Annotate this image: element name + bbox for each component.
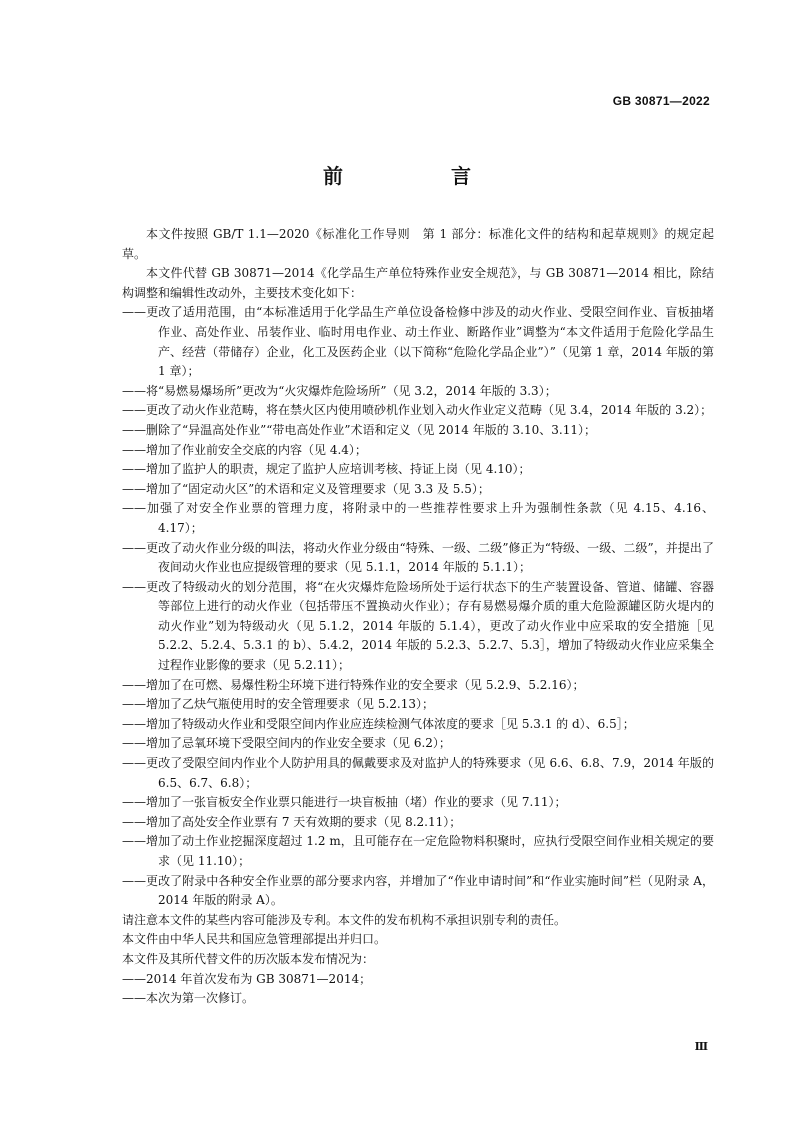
list-item: ——增加了高处安全作业票有 7 天有效期的要求（见 8.2.11）； [122, 814, 462, 829]
list-item: ——增加了“固定动火区”的术语和定义及管理要求（见 3.3 及 5.5）； [122, 481, 490, 496]
history-list [122, 970, 714, 1009]
list-item: ——将“易燃易爆场所”更改为“火灾爆炸危险场所”（见 3.2，2014 年版的 3.3）； [122, 383, 557, 398]
list-item: ——更改了动火作业分级的叫法，将动火作业分级由“特殊、一级、二级”修正为“特级、一级、二级”，并提出了夜间动火作业也应提级管理的要求（见 5.1.1，2014 年版的 5.1.1）； [122, 540, 714, 575]
proposer-paragraph: 本文件由中华人民共和国应急管理部提出并归口。 [122, 932, 387, 947]
list-item: ——更改了特级动火的划分范围，将“在火灾爆炸危险场所处于运行状态下的生产装置设备、管道、储罐、容器等部位上进行的动火作业（包括带压不置换动火作业）；存有易燃易爆介质的重大危险源罐区防火堤内的动火作业”划为特级动火（见 5.1.2，2014 年版的 5.1.4），更改了动火作业中应采取的安全措施［见 5.2.2、5.2.4、5.3.1 的 b）、5.4.2，2014 年版的 5.2.3、5.2.7、5.3］，增加了特级动火作业应采集全过程作业影像的要求（见 5.2.11）； [122, 579, 714, 673]
document-code: GB 30871—2022 [612, 94, 710, 108]
history-intro: 本文件及其所代替文件的历次版本发布情况为： [122, 951, 375, 966]
list-item: ——增加了动土作业挖掘深度超过 1.2 m，且可能存在一定危险物料积聚时，应执行受限空间作业相关规定的要求（见 11.10）； [122, 834, 714, 868]
list-item: ——增加了监护人的职责，规定了监护人应培训考核、持证上岗（见 4.10）； [122, 462, 531, 477]
page-number: Ⅲ [694, 1040, 708, 1053]
list-item: ——加强了对安全作业票的管理力度，将附录中的一些推荐性要求上升为强制性条款（见 4.15、4.16、4.17）； [122, 501, 714, 535]
list-item: ——更改了动火作业范畴，将在禁火区内使用喷砂机作业划入动火作业定义范畴（见 3.4，2014 年版的 3.2）； [122, 403, 713, 418]
page-title: 前 言 [323, 164, 515, 188]
list-item: ——本次为第一次修订。 [122, 991, 255, 1006]
patent-notice: 请注意本文件的某些内容可能涉及专利。本文件的发布机构不承担识别专利的责任。 [122, 912, 567, 927]
intro-paragraph: 本文件按照 GB/T 1.1—2020《标准化工作导则 第 1 部分：标准化文件的结构和起草规则》的规定起草。 [122, 227, 714, 261]
list-item: ——更改了适用范围，由“本标准适用于化学品生产单位设备检修中涉及的动火作业、受限空间作业、盲板抽堵作业、高处作业、吊装作业、临时用电作业、动土作业、断路作业”调整为“本文件适用于危险化学品生产、经营（带储存）企业，化工及医药企业（以下简称“危险化学品企业”）”（见第 1 章，2014 年版的第 1 章）； [122, 305, 714, 379]
document-body [122, 225, 714, 1009]
replacement-paragraph: 本文件代替 GB 30871—2014《化学品生产单位特殊作业安全规范》，与 GB 30871—2014 相比，除结构调整和编辑性改动外，主要技术变化如下： [122, 266, 714, 300]
list-item: ——增加了作业前安全交底的内容（见 4.4）； [122, 442, 367, 457]
list-item: ——增加了特级动火作业和受限空间内作业应连续检测气体浓度的要求［见 5.3.1 的 d）、6.5］； [122, 716, 635, 731]
list-item: ——更改了附录中各种安全作业票的部分要求内容，并增加了“作业申请时间”和“作业实施时间”栏（见附录 A，2014 年版的附录 A）。 [122, 873, 714, 908]
list-item: ——增加了在可燃、易爆性粉尘环境下进行特殊作业的安全要求（见 5.2.9、5.2.16）； [122, 677, 585, 692]
list-item: ——2014 年首次发布为 GB 30871—2014； [122, 971, 372, 986]
list-item: ——更改了受限空间内作业个人防护用具的佩戴要求及对监护人的特殊要求（见 6.6、6.8、7.9，2014 年版的 6.5、6.7、6.8）； [122, 756, 714, 790]
list-item: ——增加了忌氧环境下受限空间内的作业安全要求（见 6.2）； [122, 736, 451, 751]
changes-list [122, 303, 714, 910]
list-item: ——删除了“异温高处作业”“带电高处作业”术语和定义（见 2014 年版的 3.10、3.11）； [122, 422, 596, 437]
list-item: ——增加了一张盲板安全作业票只能进行一块盲板抽（堵）作业的要求（见 7.11）； [122, 795, 567, 810]
list-item: ——增加了乙炔气瓶使用时的安全管理要求（见 5.2.13）； [122, 697, 434, 712]
